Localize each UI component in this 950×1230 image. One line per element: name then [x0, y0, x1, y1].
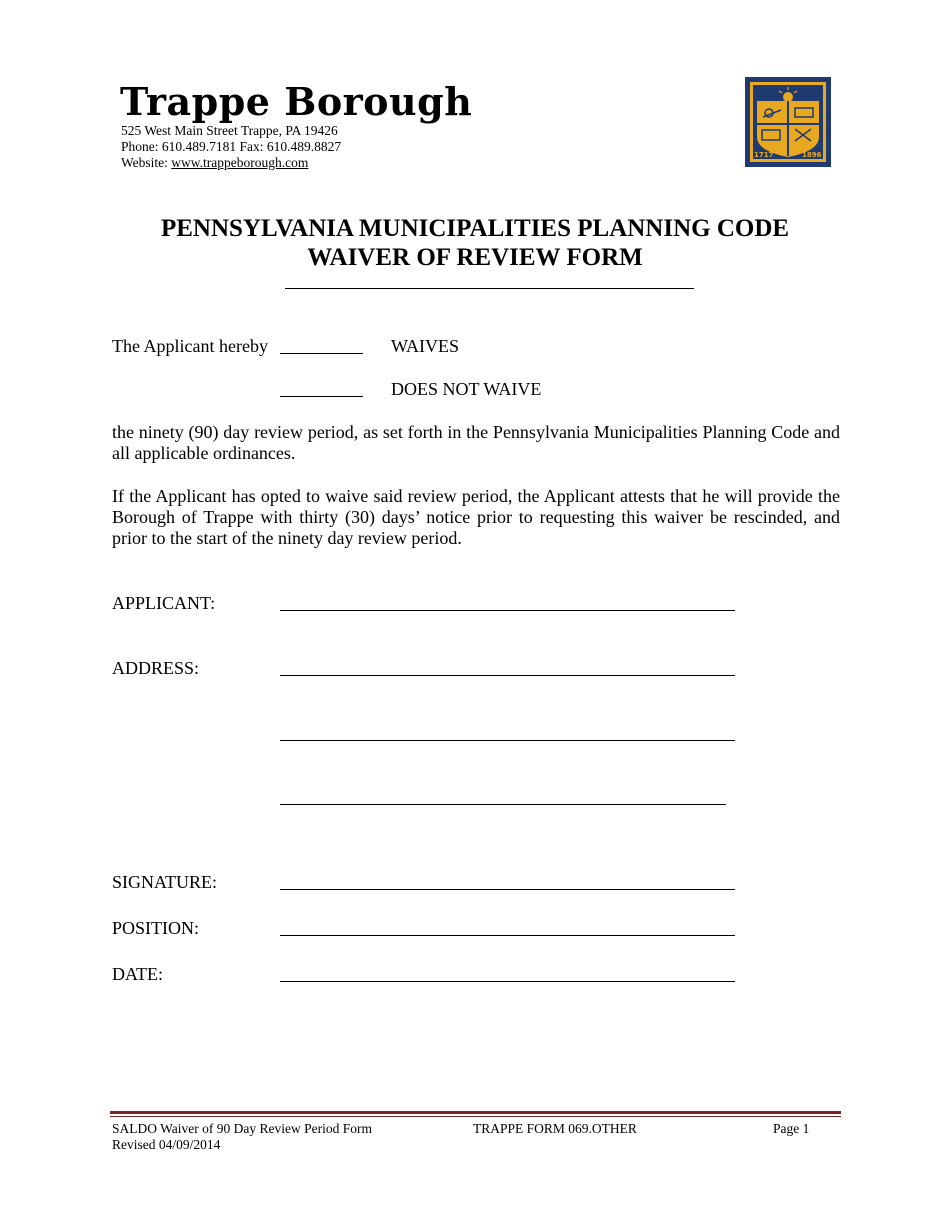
title-underline	[285, 288, 694, 289]
seal-year-right: 1896	[802, 151, 822, 159]
date-line[interactable]	[280, 981, 735, 982]
paragraph-review-period: the ninety (90) day review period, as set forth in the Pennsylvania Municipalities Planning Code and all applicable ordinances.	[112, 422, 840, 463]
signature-label: SIGNATURE:	[112, 872, 218, 892]
borough-seal-icon	[745, 77, 831, 167]
position-line[interactable]	[280, 935, 735, 936]
phone-line: Phone: 610.489.7181 Fax: 610.489.8827	[121, 139, 342, 154]
address-line-1[interactable]	[280, 675, 735, 676]
address-line-2[interactable]	[280, 740, 735, 741]
footer-form-number: TRAPPE FORM 069.OTHER	[473, 1121, 637, 1136]
date-label: DATE:	[112, 964, 163, 984]
website-link[interactable]: www.trappeborough.com	[171, 155, 309, 170]
address-label: ADDRESS:	[112, 658, 200, 678]
website-line	[121, 155, 308, 171]
waives-blank[interactable]	[280, 353, 363, 354]
option-does-not-waive: DOES NOT WAIVE	[391, 379, 542, 399]
applicant-line[interactable]	[280, 610, 735, 611]
footer-form-name: SALDO Waiver of 90 Day Review Period Form	[112, 1121, 373, 1136]
signature-line[interactable]	[280, 889, 735, 890]
org-name: Trappe Borough	[120, 79, 473, 124]
website-prefix: Website:	[121, 155, 172, 170]
waiver-lead	[112, 336, 268, 357]
address-line: 525 West Main Street Trappe, PA 19426	[121, 123, 338, 138]
paragraph-waiver-notice: If the Applicant has opted to waive said review period, the Applicant attests that he will provide the Borough of Trappe with thirty (30) days’ notice prior to requesting this waiver be rescinded, and prior to the start of the ninety day review period.	[112, 486, 840, 548]
seal-year-left: 1717	[754, 151, 774, 159]
applicant-label: APPLICANT:	[112, 593, 216, 613]
footer-rule-thin	[110, 1116, 841, 1117]
title-line-1: PENNSYLVANIA MUNICIPALITIES PLANNING CODE	[160, 215, 790, 242]
position-label: POSITION:	[112, 918, 200, 938]
footer-rule-thick	[110, 1111, 841, 1114]
waiver-lead-text: The Applicant hereby	[112, 336, 268, 356]
option-waives: WAIVES	[391, 336, 459, 356]
footer-revised: Revised 04/09/2014	[112, 1137, 221, 1152]
address-line-3[interactable]	[280, 804, 726, 805]
footer-page-number: Page 1	[773, 1121, 810, 1136]
does-not-waive-blank[interactable]	[280, 396, 363, 397]
title-line-2: WAIVER OF REVIEW FORM	[307, 244, 643, 271]
